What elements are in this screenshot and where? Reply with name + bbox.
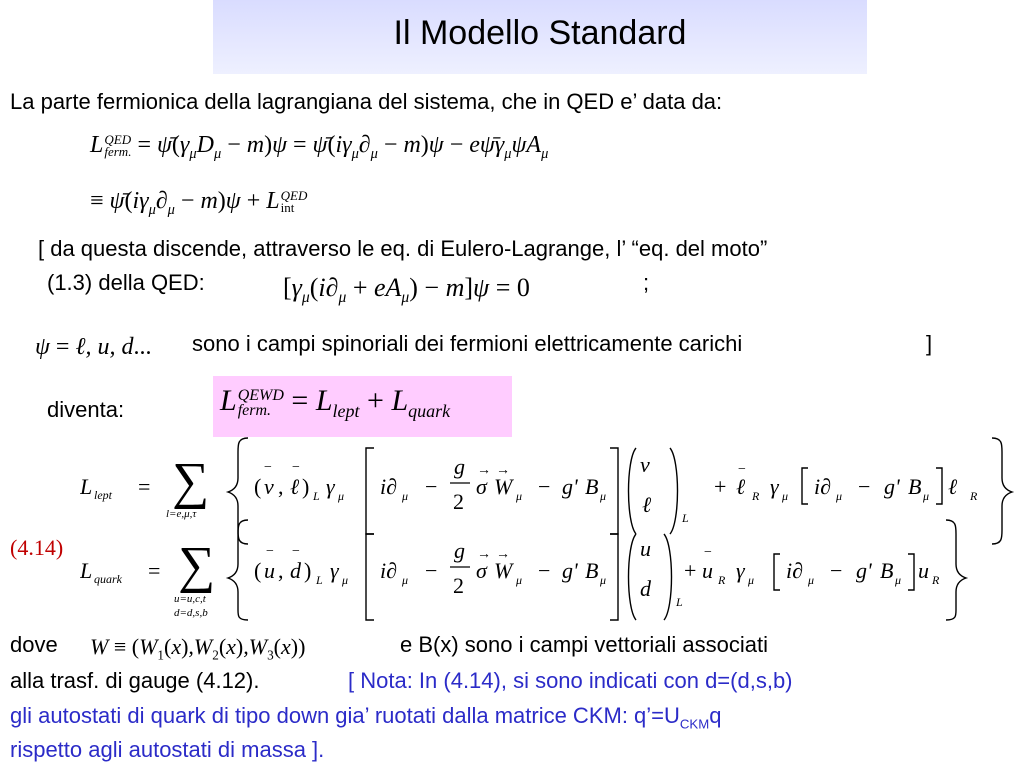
svg-text:∑: ∑ <box>178 537 216 594</box>
svg-text:ν: ν <box>264 474 274 499</box>
svg-text:μ: μ <box>836 489 843 503</box>
svg-text:i∂: i∂ <box>786 558 803 583</box>
svg-text:L: L <box>676 595 683 609</box>
nota-text-2 <box>10 703 721 731</box>
svg-text:): ) <box>304 558 312 583</box>
svg-text:L: L <box>80 558 93 583</box>
svg-text:L: L <box>316 573 323 587</box>
svg-text:−: − <box>830 558 843 583</box>
svg-text:R: R <box>970 489 978 503</box>
svg-text:σ: σ <box>476 558 487 583</box>
svg-text:d: d <box>290 558 301 583</box>
svg-text:−: − <box>425 474 438 499</box>
svg-text:−: − <box>858 474 871 499</box>
svg-text:(: ( <box>254 558 262 583</box>
svg-text:μ: μ <box>402 489 409 503</box>
svg-text:μ: μ <box>923 489 930 503</box>
svg-text:u: u <box>264 558 275 583</box>
svg-text:μ: μ <box>808 573 815 587</box>
svg-text:∑: ∑ <box>172 453 210 510</box>
svg-text:g': g' <box>562 474 578 499</box>
svg-text:2: 2 <box>453 573 464 598</box>
spinor-text: sono i campi spinoriali dei fermioni elettricamente carichi <box>192 331 743 356</box>
nota-line2: gli autostati di quark di tipo down gia’ ruotati dalla matrice CKM: q’=U <box>10 703 680 728</box>
svg-text:μ: μ <box>338 489 345 503</box>
svg-text:ν: ν <box>640 452 650 477</box>
svg-text:R: R <box>932 573 940 587</box>
qed-lagrangian-eq2: ≡ $\psī(i\gamma_\mu\partial_\mu - m)\psi + L$ QED int <box>90 188 308 218</box>
svg-text:W: W <box>494 474 513 499</box>
page-title: Il Modello Standard <box>393 14 687 52</box>
svg-text:L: L <box>80 474 93 499</box>
svg-text:i∂: i∂ <box>380 474 397 499</box>
close-bracket: ] <box>926 331 933 356</box>
svg-text:ℓ: ℓ <box>948 474 958 499</box>
svg-text:→: → <box>496 547 510 562</box>
svg-text:→: → <box>496 463 510 478</box>
svg-text:,: , <box>278 558 284 583</box>
svg-text:g': g' <box>884 474 900 499</box>
nota-text-1: [ Nota: In (4.14), si sono indicati con d=(d,s,b) <box>348 668 793 693</box>
svg-text:W: W <box>494 558 513 583</box>
svg-text:μ: μ <box>342 573 349 587</box>
svg-text:−: − <box>266 544 274 559</box>
svg-text:γ: γ <box>330 558 339 583</box>
semicolon: ; <box>643 270 650 295</box>
nota-q: q <box>709 703 722 728</box>
svg-text:quark: quark <box>94 572 122 586</box>
svg-text:→: → <box>477 547 491 562</box>
svg-text:u: u <box>918 558 929 583</box>
gauge-text: alla trasf. di gauge (4.12). <box>10 668 260 693</box>
note-line2: (1.3) della QED: <box>47 270 205 295</box>
nota-ckm-subscript: CKM <box>679 716 710 732</box>
svg-text:i∂: i∂ <box>814 474 831 499</box>
svg-text:B: B <box>585 474 599 499</box>
svg-text:μ: μ <box>895 573 902 587</box>
svg-text:−: − <box>704 545 712 560</box>
lepton-quark-lagrangian-eqs <box>80 430 1020 622</box>
svg-text:g: g <box>454 538 465 563</box>
svg-text:g: g <box>454 454 465 479</box>
svg-text:R: R <box>752 489 760 503</box>
svg-text:d: d <box>640 576 651 601</box>
svg-text:g': g' <box>856 558 872 583</box>
svg-text:u: u <box>640 536 651 561</box>
svg-text:−: − <box>292 544 300 559</box>
svg-text:μ: μ <box>516 573 523 587</box>
svg-text:μ: μ <box>402 573 409 587</box>
nota-text-3: rispetto agli autostati di massa ]. <box>10 737 325 762</box>
svg-text:B: B <box>880 558 894 583</box>
svg-text:μ: μ <box>600 489 607 503</box>
svg-text:B: B <box>585 558 599 583</box>
svg-text:(: ( <box>254 474 262 499</box>
equation-label: (4.14) <box>10 535 64 560</box>
svg-text:γ: γ <box>770 474 779 499</box>
svg-text:σ: σ <box>476 474 487 499</box>
svg-text:): ) <box>302 474 310 499</box>
svg-text:=: = <box>148 558 161 583</box>
svg-text:=: = <box>138 474 151 499</box>
svg-text:u=u,c,t: u=u,c,t <box>174 593 206 605</box>
svg-text:g': g' <box>562 558 578 583</box>
dove-label: dove <box>10 632 58 657</box>
diventa-label: diventa: <box>47 397 125 422</box>
svg-text:−: − <box>538 558 551 583</box>
svg-text:l=e,μ,τ: l=e,μ,τ <box>166 508 197 520</box>
svg-text:−: − <box>738 462 746 477</box>
intro-text: La parte fermionica della lagrangiana del sistema, che in QED e’ data da: <box>10 89 723 114</box>
svg-text:d=d,s,b: d=d,s,b <box>174 607 208 619</box>
qewd-lagrangian-eq: L QEWD ferm. = $L_{lept} + L_{quark}$ <box>220 384 451 421</box>
svg-text:μ: μ <box>748 573 755 587</box>
svg-text:R: R <box>718 573 726 587</box>
svg-text:−: − <box>538 474 551 499</box>
svg-text:μ: μ <box>600 573 607 587</box>
svg-text:u: u <box>702 558 713 583</box>
svg-text:i∂: i∂ <box>380 558 397 583</box>
svg-text:lept: lept <box>94 488 112 502</box>
svg-text:−: − <box>425 558 438 583</box>
svg-text:ℓ: ℓ <box>642 492 652 517</box>
svg-text:B: B <box>908 474 922 499</box>
svg-text:μ: μ <box>782 489 789 503</box>
svg-text:L: L <box>682 511 689 525</box>
svg-text:−: − <box>292 460 300 475</box>
svg-text:γ: γ <box>326 474 335 499</box>
svg-text:γ: γ <box>736 558 745 583</box>
svg-text:L: L <box>313 489 320 503</box>
svg-text:,: , <box>278 474 284 499</box>
note-line1: [ da questa discende, attraverso le eq. di Eulero-Lagrange, l’ “eq. del moto” <box>38 236 768 261</box>
svg-text:+: + <box>684 558 697 583</box>
spinor-fields-eq: ψ = ℓ, u, d... <box>35 334 152 360</box>
equation-of-motion: $[\gamma_\mu(i\partial_\mu + eA_\mu) - m]\psi = 0$ <box>283 273 530 307</box>
svg-text:ℓ: ℓ <box>736 474 746 499</box>
vector-fields-text: e B(x) sono i campi vettoriali associati <box>400 632 769 657</box>
svg-text:ℓ: ℓ <box>290 474 300 499</box>
svg-text:−: − <box>264 460 272 475</box>
svg-text:2: 2 <box>453 489 464 514</box>
qed-lagrangian-eq1: L QED ferm. = $\psī(\gamma_\mu D_\mu - m)\psi$ = $\psī(i\gamma_\mu\partial_\mu - m)\psi$ − $e\psī\gamma_\mu\psi A_\mu$ <box>90 132 549 162</box>
svg-text:→: → <box>477 463 491 478</box>
w-definition-eq: $W \equiv (W_1(x),W_2(x),W_3(x))$ <box>90 634 306 663</box>
svg-text:μ: μ <box>516 489 523 503</box>
svg-text:+: + <box>714 474 727 499</box>
